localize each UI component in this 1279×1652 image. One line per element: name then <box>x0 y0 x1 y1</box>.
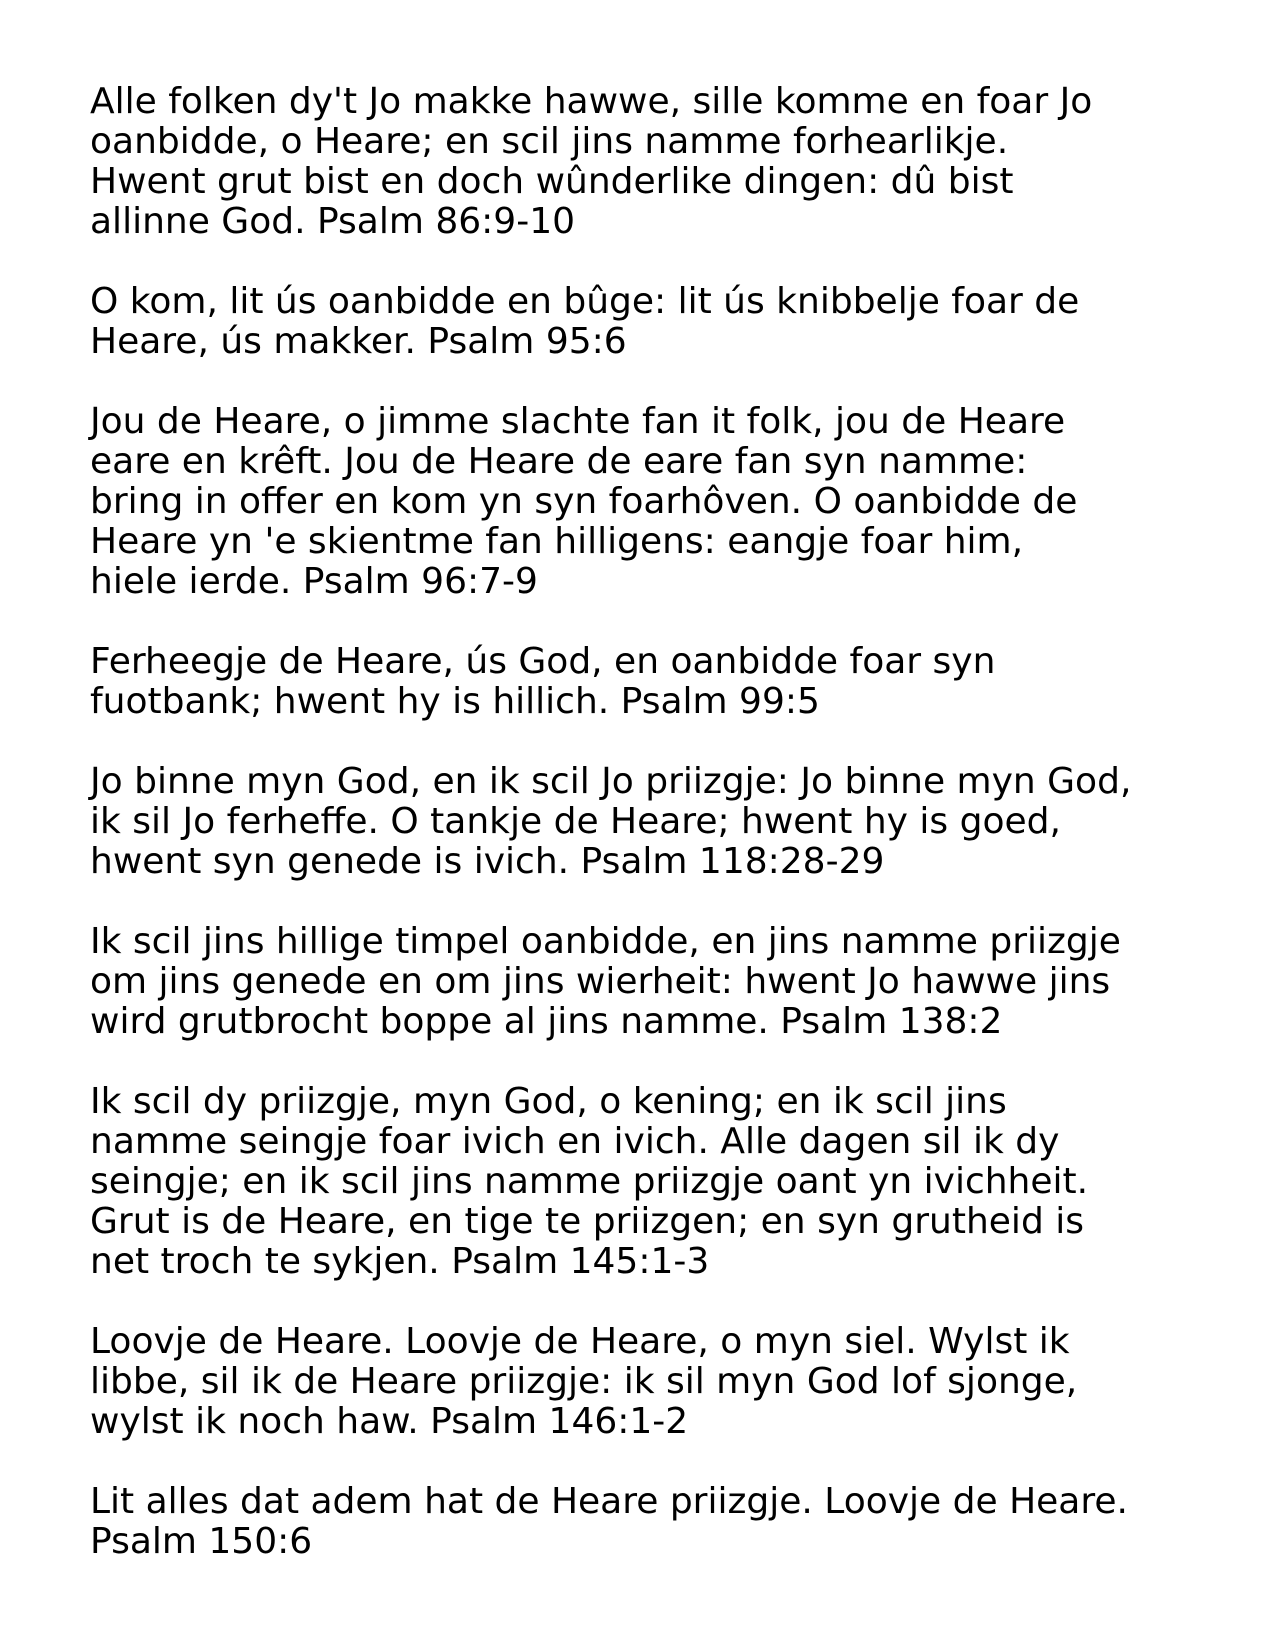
verse-line: Loovje de Heare. Loovje de Heare, o myn siel. Wylst ik <box>90 1321 1070 1362</box>
verse-paragraph <box>90 402 1210 602</box>
verse-line: eare en krêft. Jou de Heare de eare fan syn namme: <box>90 441 1028 482</box>
verse-line: Heare yn 'e skientme fan hilligens: eangje foar him, <box>90 521 1024 562</box>
verse-line: Hwent grut bist en doch wûnderlike dingen: dû bist <box>90 161 1014 202</box>
verse-paragraph <box>90 1482 1210 1562</box>
verse-paragraph <box>90 1322 1210 1442</box>
verse-line: hiele ierde. Psalm 96:7-9 <box>90 561 538 602</box>
verse-line: ik sil Jo ferheffe. O tankje de Heare; hwent hy is goed, <box>90 801 1061 842</box>
verse-line: Alle folken dy't Jo makke hawwe, sille komme en foar Jo <box>90 81 1093 122</box>
verse-line: Ferheegje de Heare, ús God, en oanbidde foar syn <box>90 641 996 682</box>
verse-line: hwent syn genede is ivich. Psalm 118:28-29 <box>90 841 885 882</box>
verse-paragraph <box>90 1082 1210 1282</box>
verse-line: Ik scil jins hillige timpel oanbidde, en jins namme priizgje <box>90 921 1121 962</box>
verse-line: O kom, lit ús oanbidde en bûge: lit ús knibbelje foar de <box>90 281 1080 322</box>
verse-line: Jo binne myn God, en ik scil Jo priizgje: Jo binne myn God, <box>90 761 1132 802</box>
verse-line: om jins genede en om jins wierheit: hwent Jo hawwe jins <box>90 961 1111 1002</box>
verse-line: Heare, ús makker. Psalm 95:6 <box>90 321 627 362</box>
verse-line: Ik scil dy priizgje, myn God, o kening; en ik scil jins <box>90 1081 1007 1122</box>
verse-line: bring in offer en kom yn syn foarhôven. O oanbidde de <box>90 481 1078 522</box>
verse-paragraph <box>90 282 1210 362</box>
verse-line: Jou de Heare, o jimme slachte fan it folk, jou de Heare <box>90 401 1066 442</box>
verse-line: seingje; en ik scil jins namme priizgje oant yn ivichheit. <box>90 1161 1089 1202</box>
document-page <box>90 82 1210 1602</box>
verse-paragraph <box>90 762 1210 882</box>
verse-line: Grut is de Heare, en tige te priizgen; en syn grutheid is <box>90 1201 1084 1242</box>
verse-line: fuotbank; hwent hy is hillich. Psalm 99:5 <box>90 681 820 722</box>
verse-line: net troch te sykjen. Psalm 145:1-3 <box>90 1241 710 1282</box>
verse-paragraph <box>90 82 1210 242</box>
verse-line: Lit alles dat adem hat de Heare priizgje. Loovje de Heare. <box>90 1481 1128 1522</box>
verse-line: wylst ik noch haw. Psalm 146:1-2 <box>90 1401 689 1442</box>
verse-line: oanbidde, o Heare; en scil jins namme forhearlikje. <box>90 121 1009 162</box>
verse-line: Psalm 150:6 <box>90 1521 313 1562</box>
verse-line: allinne God. Psalm 86:9-10 <box>90 201 575 242</box>
verse-line: libbe, sil ik de Heare priizgje: ik sil myn God lof sjonge, <box>90 1361 1078 1402</box>
verse-paragraph <box>90 642 1210 722</box>
verse-line: wird grutbrocht boppe al jins namme. Psalm 138:2 <box>90 1001 1003 1042</box>
verse-line: namme seingje foar ivich en ivich. Alle dagen sil ik dy <box>90 1121 1060 1162</box>
verse-paragraph <box>90 922 1210 1042</box>
